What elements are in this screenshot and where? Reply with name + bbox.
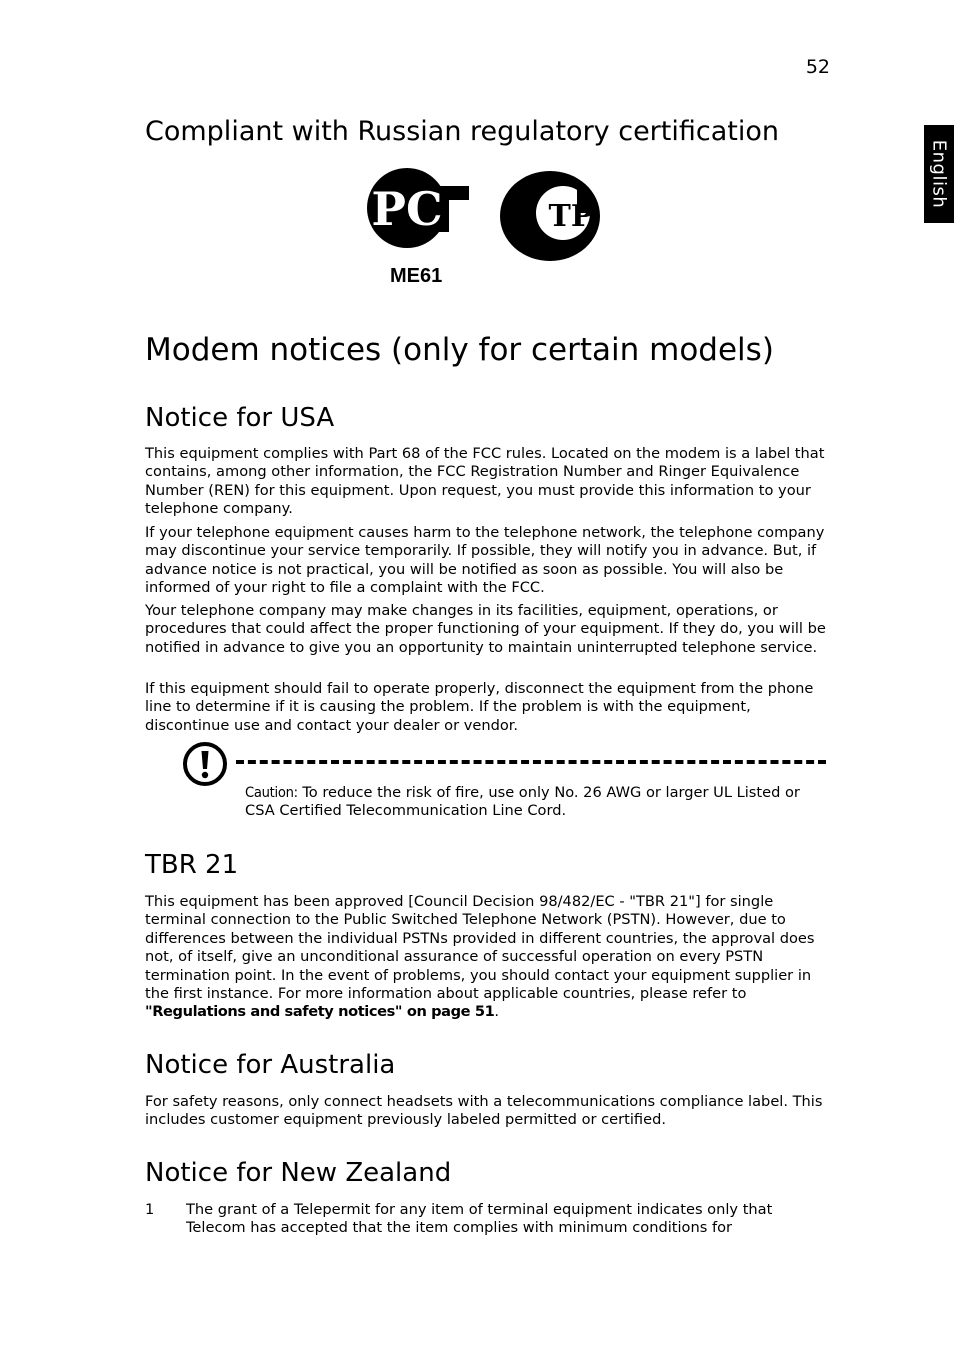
caution-text: To reduce the risk of fire, use only No. 26 AWG or larger UL Listed or CSA Certified Telecommunication Line Cord. (245, 784, 800, 820)
usa-paragraph-3: Your telephone company may make changes in its facilities, equipment, operations, or procedures that could affect the proper functioning of your equipment. If they do, you will be notified in advance to give you an opportunity to maintain uninterrupted telephone service. (145, 602, 826, 656)
caution-label: Caution: (245, 784, 298, 801)
certification-code: ME61 (390, 265, 443, 287)
australia-paragraph: For safety reasons, only connect headsets with a telecommunications compliance label. This includes customer equipment previously labeled permitted or certified. (145, 1093, 823, 1129)
usa-paragraph-4: If this equipment should fail to operate properly, disconnect the equipment from the phone line to determine if it is causing the problem. If the problem is with the equipment, discontinue use and contact your dealer or vendor. (145, 680, 814, 734)
regulations-link[interactable]: "Regulations and safety notices" on page 51 (145, 1003, 495, 1021)
svg-text:TP: TP (548, 199, 594, 234)
list-item-number: 1 (145, 1201, 155, 1218)
tbr21-text-end: . (494, 1003, 499, 1021)
svg-text:T: T (451, 200, 465, 221)
pct-mark-icon (367, 168, 469, 248)
caution-note (245, 784, 825, 821)
caution-divider (236, 760, 826, 764)
exclamation-icon (182, 741, 228, 787)
ctp-mark-icon (500, 171, 600, 261)
language-tab-label: English (928, 139, 950, 209)
usa-paragraph-2: If your telephone equipment causes harm to the telephone network, the telephone company may discontinue your service temporarily. If possible, they will notify you in advance. But, if advance notice is not practical, you will be notified as soon as possible. You will also be informed of your right to file a complaint with the FCC. (145, 524, 825, 597)
tbr21-text: This equipment has been approved [Council Decision 98/482/EC - "TBR 21"] for single terminal connection to the Public Switched Telephone Network (PSTN). However, due to differences between the individual PSTNs provided in different countries, the approval does not, of itself, give an unconditional assurance of successful operation on every PSTN termination point. In the event of problems, you should contact your equipment supplier in the first instance. For more information about applicable countries, please refer to (145, 893, 815, 1003)
page-title: Modem notices (only for certain models) (145, 332, 774, 368)
russia-heading: Compliant with Russian regulatory certification (145, 116, 779, 147)
australia-heading: Notice for Australia (145, 1050, 396, 1080)
page-number: 52 (805, 56, 830, 78)
tbr21-paragraph (145, 893, 829, 1022)
new-zealand-heading: Notice for New Zealand (145, 1158, 452, 1188)
usa-heading: Notice for USA (145, 403, 335, 433)
usa-paragraph-1: This equipment complies with Part 68 of the FCC rules. Located on the modem is a label that contains, among other information, the FCC Registration Number and Ringer Equivalence Number (REN) for this equipment. Upon request, you must provide this information to your telephone company. (145, 445, 825, 518)
svg-text:PC: PC (371, 182, 443, 236)
language-tab (924, 125, 954, 223)
list-item-text: The grant of a Telepermit for any item of terminal equipment indicates only that Telecom has accepted that the item complies with minimum conditions for (186, 1201, 773, 1237)
tbr21-heading: TBR 21 (145, 850, 239, 880)
